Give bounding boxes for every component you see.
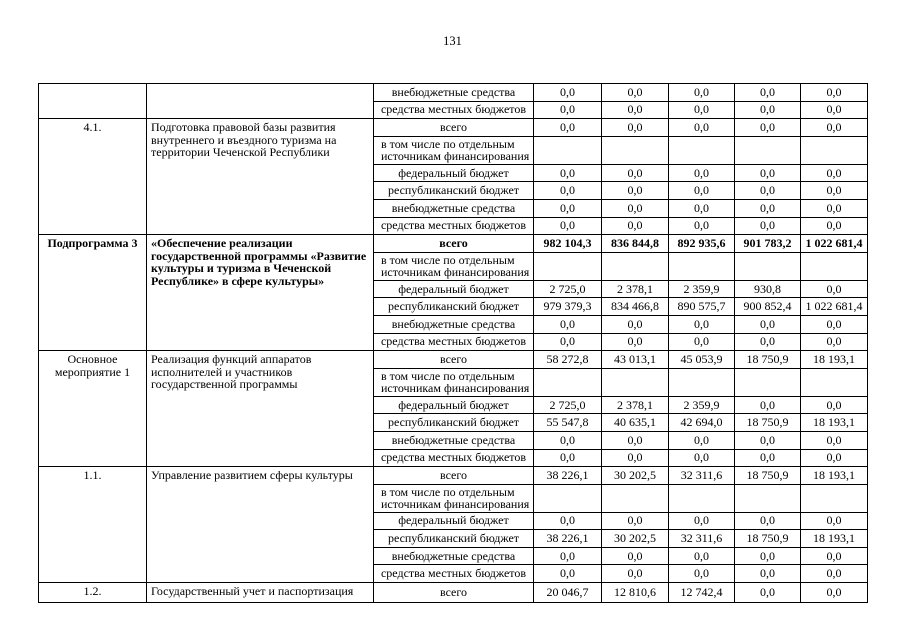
amount-cell: 0,0: [735, 315, 801, 333]
amount-cell: 18 750,9: [735, 467, 801, 485]
amount-cell: 0,0: [801, 396, 868, 414]
amount-cell: [669, 136, 735, 164]
funding-source-cell: средства местных бюджетов: [374, 449, 534, 467]
funding-source-cell: средства местных бюджетов: [374, 565, 534, 583]
funding-source-cell: внебюджетные средства: [374, 431, 534, 449]
amount-cell: 0,0: [735, 182, 801, 200]
amount-cell: [602, 136, 669, 164]
amount-cell: 0,0: [735, 199, 801, 217]
funding-source-cell: всего: [374, 467, 534, 485]
amount-cell: 0,0: [602, 119, 669, 137]
amount-cell: 0,0: [735, 547, 801, 565]
amount-cell: 58 272,8: [534, 351, 602, 369]
funding-source-cell: внебюджетные средства: [374, 547, 534, 565]
amount-cell: [735, 136, 801, 164]
amount-cell: 0,0: [669, 101, 735, 119]
amount-cell: 1 022 681,4: [801, 298, 868, 316]
amount-cell: [534, 368, 602, 396]
funding-source-cell: в том числе по отдельным источникам финансирования: [374, 484, 534, 512]
amount-cell: 930,8: [735, 280, 801, 298]
amount-cell: 0,0: [801, 164, 868, 182]
funding-source-cell: всего: [374, 351, 534, 369]
amount-cell: 0,0: [602, 512, 669, 530]
amount-cell: 0,0: [801, 583, 868, 603]
amount-cell: 0,0: [801, 565, 868, 583]
amount-cell: 834 466,8: [602, 298, 669, 316]
amount-cell: 0,0: [801, 199, 868, 217]
program-group: [39, 467, 868, 583]
amount-cell: 0,0: [534, 119, 602, 137]
amount-cell: [801, 368, 868, 396]
amount-cell: 30 202,5: [602, 530, 669, 548]
amount-cell: 18 193,1: [801, 414, 868, 432]
program-code-cell: 1.2.: [39, 583, 147, 603]
amount-cell: 38 226,1: [534, 530, 602, 548]
amount-cell: 0,0: [534, 164, 602, 182]
amount-cell: [735, 252, 801, 280]
program-name-cell: [147, 84, 374, 119]
amount-cell: 0,0: [801, 182, 868, 200]
amount-cell: 0,0: [602, 565, 669, 583]
amount-cell: 0,0: [602, 315, 669, 333]
table-row: [39, 235, 868, 253]
amount-cell: 0,0: [602, 101, 669, 119]
funding-source-cell: федеральный бюджет: [374, 396, 534, 414]
amount-cell: [602, 368, 669, 396]
funding-source-cell: федеральный бюджет: [374, 164, 534, 182]
amount-cell: [801, 252, 868, 280]
amount-cell: 0,0: [602, 431, 669, 449]
amount-cell: 2 725,0: [534, 396, 602, 414]
amount-cell: 0,0: [735, 164, 801, 182]
program-group: [39, 84, 868, 119]
amount-cell: 2 359,9: [669, 396, 735, 414]
amount-cell: 55 547,8: [534, 414, 602, 432]
amount-cell: 0,0: [669, 565, 735, 583]
amount-cell: 0,0: [801, 119, 868, 137]
funding-source-cell: республиканский бюджет: [374, 298, 534, 316]
amount-cell: 0,0: [669, 84, 735, 102]
amount-cell: [669, 368, 735, 396]
amount-cell: 0,0: [669, 431, 735, 449]
amount-cell: 45 053,9: [669, 351, 735, 369]
amount-cell: 1 022 681,4: [801, 235, 868, 253]
program-code-cell: Основное мероприятие 1: [39, 351, 147, 467]
funding-table: [38, 83, 868, 603]
amount-cell: 2 725,0: [534, 280, 602, 298]
amount-cell: 0,0: [801, 315, 868, 333]
amount-cell: 982 104,3: [534, 235, 602, 253]
funding-source-cell: всего: [374, 235, 534, 253]
amount-cell: 0,0: [735, 583, 801, 603]
amount-cell: 0,0: [534, 84, 602, 102]
amount-cell: 0,0: [534, 315, 602, 333]
amount-cell: 979 379,3: [534, 298, 602, 316]
amount-cell: [602, 252, 669, 280]
amount-cell: 0,0: [534, 101, 602, 119]
amount-cell: 0,0: [534, 449, 602, 467]
amount-cell: 18 750,9: [735, 530, 801, 548]
program-code-cell: Подпрограмма 3: [39, 235, 147, 351]
amount-cell: [669, 484, 735, 512]
amount-cell: 0,0: [735, 217, 801, 235]
amount-cell: 0,0: [602, 84, 669, 102]
amount-cell: 12 810,6: [602, 583, 669, 603]
amount-cell: 0,0: [534, 547, 602, 565]
amount-cell: 0,0: [669, 119, 735, 137]
amount-cell: 38 226,1: [534, 467, 602, 485]
amount-cell: 0,0: [534, 431, 602, 449]
amount-cell: 0,0: [534, 512, 602, 530]
amount-cell: 2 359,9: [669, 280, 735, 298]
program-name-cell: Реализация функций аппаратов исполнителей и участников государственной программы: [147, 351, 374, 467]
amount-cell: 18 750,9: [735, 414, 801, 432]
program-name-cell: «Обеспечение реализации государственной программы «Развитие культуры и туризма в Чеченской Республике» в сфере культуры»: [147, 235, 374, 351]
amount-cell: [735, 484, 801, 512]
amount-cell: 0,0: [735, 119, 801, 137]
amount-cell: 892 935,6: [669, 235, 735, 253]
program-group: [39, 119, 868, 235]
amount-cell: 18 750,9: [735, 351, 801, 369]
amount-cell: [534, 252, 602, 280]
amount-cell: 18 193,1: [801, 530, 868, 548]
amount-cell: 0,0: [534, 565, 602, 583]
amount-cell: 0,0: [735, 565, 801, 583]
amount-cell: 0,0: [801, 431, 868, 449]
amount-cell: 0,0: [602, 182, 669, 200]
amount-cell: 0,0: [669, 512, 735, 530]
amount-cell: 0,0: [669, 164, 735, 182]
funding-source-cell: республиканский бюджет: [374, 530, 534, 548]
amount-cell: 0,0: [801, 333, 868, 351]
amount-cell: 0,0: [735, 512, 801, 530]
amount-cell: 43 013,1: [602, 351, 669, 369]
funding-source-cell: в том числе по отдельным источникам финансирования: [374, 136, 534, 164]
amount-cell: 0,0: [801, 84, 868, 102]
amount-cell: 40 635,1: [602, 414, 669, 432]
amount-cell: 12 742,4: [669, 583, 735, 603]
amount-cell: 0,0: [801, 101, 868, 119]
program-name-cell: Управление развитием сферы культуры: [147, 467, 374, 583]
table-row: [39, 119, 868, 137]
amount-cell: 0,0: [602, 199, 669, 217]
amount-cell: 0,0: [669, 315, 735, 333]
amount-cell: 0,0: [534, 333, 602, 351]
amount-cell: 0,0: [735, 333, 801, 351]
funding-source-cell: внебюджетные средства: [374, 199, 534, 217]
amount-cell: 42 694,0: [669, 414, 735, 432]
amount-cell: [801, 484, 868, 512]
amount-cell: 0,0: [602, 217, 669, 235]
program-group: [39, 235, 868, 351]
funding-source-cell: в том числе по отдельным источникам финансирования: [374, 252, 534, 280]
amount-cell: 0,0: [602, 449, 669, 467]
funding-source-cell: всего: [374, 119, 534, 137]
amount-cell: 30 202,5: [602, 467, 669, 485]
amount-cell: 0,0: [735, 84, 801, 102]
amount-cell: 901 783,2: [735, 235, 801, 253]
table-row: [39, 583, 868, 603]
amount-cell: 0,0: [669, 199, 735, 217]
amount-cell: 0,0: [801, 280, 868, 298]
amount-cell: 0,0: [602, 547, 669, 565]
amount-cell: 2 378,1: [602, 396, 669, 414]
program-name-cell: Подготовка правовой базы развития внутреннего и въездного туризма на территории Чеченской Республики: [147, 119, 374, 235]
amount-cell: 18 193,1: [801, 467, 868, 485]
funding-source-cell: федеральный бюджет: [374, 280, 534, 298]
funding-source-cell: в том числе по отдельным источникам финансирования: [374, 368, 534, 396]
program-code-cell: 4.1.: [39, 119, 147, 235]
funding-source-cell: средства местных бюджетов: [374, 333, 534, 351]
page-number: 131: [443, 34, 462, 48]
amount-cell: [801, 136, 868, 164]
amount-cell: 0,0: [602, 164, 669, 182]
amount-cell: 836 844,8: [602, 235, 669, 253]
amount-cell: [735, 368, 801, 396]
funding-source-cell: средства местных бюджетов: [374, 101, 534, 119]
program-group: [39, 583, 868, 603]
amount-cell: 32 311,6: [669, 467, 735, 485]
amount-cell: 900 852,4: [735, 298, 801, 316]
table-row: [39, 467, 868, 485]
amount-cell: 32 311,6: [669, 530, 735, 548]
program-code-cell: [39, 84, 147, 119]
funding-source-cell: средства местных бюджетов: [374, 217, 534, 235]
amount-cell: 0,0: [602, 333, 669, 351]
amount-cell: [669, 252, 735, 280]
funding-source-cell: внебюджетные средства: [374, 84, 534, 102]
amount-cell: 0,0: [801, 217, 868, 235]
amount-cell: 0,0: [669, 182, 735, 200]
amount-cell: 0,0: [801, 449, 868, 467]
table-row: [39, 351, 868, 369]
amount-cell: 0,0: [534, 199, 602, 217]
amount-cell: 0,0: [669, 217, 735, 235]
amount-cell: 0,0: [801, 547, 868, 565]
funding-source-cell: федеральный бюджет: [374, 512, 534, 530]
funding-source-cell: республиканский бюджет: [374, 182, 534, 200]
amount-cell: 0,0: [669, 333, 735, 351]
amount-cell: 0,0: [669, 449, 735, 467]
amount-cell: 0,0: [534, 217, 602, 235]
amount-cell: 20 046,7: [534, 583, 602, 603]
amount-cell: [534, 136, 602, 164]
amount-cell: 18 193,1: [801, 351, 868, 369]
amount-cell: 0,0: [801, 512, 868, 530]
funding-source-cell: всего: [374, 583, 534, 603]
program-group: [39, 351, 868, 467]
program-code-cell: 1.1.: [39, 467, 147, 583]
amount-cell: 0,0: [735, 449, 801, 467]
table-row: [39, 84, 868, 102]
amount-cell: 0,0: [735, 101, 801, 119]
amount-cell: 0,0: [534, 182, 602, 200]
amount-cell: 0,0: [669, 547, 735, 565]
funding-source-cell: внебюджетные средства: [374, 315, 534, 333]
amount-cell: 2 378,1: [602, 280, 669, 298]
funding-source-cell: республиканский бюджет: [374, 414, 534, 432]
amount-cell: 890 575,7: [669, 298, 735, 316]
amount-cell: 0,0: [735, 396, 801, 414]
amount-cell: [534, 484, 602, 512]
amount-cell: [602, 484, 669, 512]
amount-cell: 0,0: [735, 431, 801, 449]
program-name-cell: Государственный учет и паспортизация: [147, 583, 374, 603]
